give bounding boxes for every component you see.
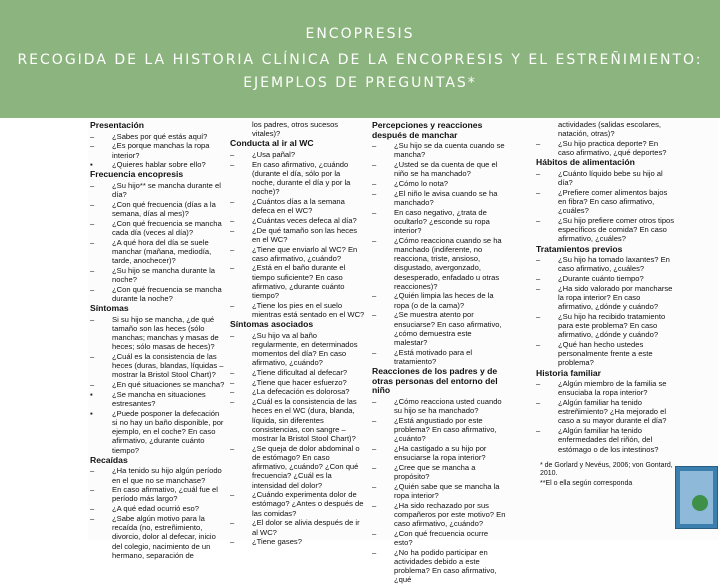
question-item: – ¿No ha podido participar en actividades debido a este problema? En caso afirmativo, ¿qué xyxy=(372,548,507,585)
question-item: – ¿Se muestra atento por ensuciarse? En caso afirmativo, ¿cómo demuestra este malestar? xyxy=(372,310,507,347)
question-item: – ¿Tiene gases? xyxy=(230,537,365,546)
question-item: – ¿Con qué frecuencia (días a la semana, días al mes)? xyxy=(90,200,225,218)
question-item: – ¿Cuándo experimenta dolor de estómago? ¿Antes o después de las comidas? xyxy=(230,490,365,518)
question-item: – ¿La defecación es dolorosa? xyxy=(230,387,365,396)
question-item: – ¿Algún miembro de la familia se ensuciaba la ropa interior? xyxy=(536,379,676,397)
question-item: – ¿Su hijo practica deporte? En caso afirmativo, ¿qué deportes? xyxy=(536,139,676,157)
question-item: – ¿Su hijo se da cuenta cuando se mancha? xyxy=(372,141,507,159)
question-item: – ¿A qué hora del día se suele manchar (mañana, mediodía, tarde, anochecer)? xyxy=(90,238,225,266)
question-item: – ¿De qué tamaño son las heces en el WC? xyxy=(230,226,365,244)
question-item: ▪ ¿Puede posponer la defecación si no hay un baño disponible, por ejemplo, en el coche? En caso afirmativo, ¿durante cuánto tiempo? xyxy=(90,409,225,455)
question-item: – Si su hijo se mancha, ¿de qué tamaño son las heces (sólo manchas; manchas y masas de heces; sólo masas de heces)? xyxy=(90,315,225,352)
question-item: – ¿Con qué frecuencia se mancha cada día (veces al día)? xyxy=(90,219,225,237)
question-item: – ¿Sabe algún motivo para la recaída (no, estreñimiento, divorcio, dolor al defecar, inicio del colegio, nacimiento de un hermano, separación de xyxy=(90,514,225,560)
question-item: – ¿Cómo reacciona cuando se ha manchado (indiferente, no reacciona, triste, ansioso, disgustado, avergonzado, desesperado, enfadado u otras reacciones)? xyxy=(372,236,507,291)
question-item: – ¿Usa pañal? xyxy=(230,150,365,159)
question-item: – ¿Tiene dificultad al defecar? xyxy=(230,368,365,377)
questionnaire-sheet xyxy=(88,120,718,585)
section-heading: Síntomas xyxy=(90,303,129,314)
question-item: – En caso afirmativo, ¿cuándo (durante el día, sólo por la noche, durante el día y por la noche)? xyxy=(230,160,365,197)
question-item: – ¿Quién sabe que se mancha la ropa interior? xyxy=(372,482,507,500)
question-item: – ¿Usted se da cuenta de que el niño se ha manchado? xyxy=(372,160,507,178)
question-item: – ¿Cuál es la consistencia de las heces en el WC (dura, blanda, líquida, sin diferentes consistencias, con sangre – mostrar la Bristol Stool Chart)? xyxy=(230,397,365,443)
question-item: – ¿Su hijo ha tomado laxantes? En caso afirmativo, ¿cuáles? xyxy=(536,255,676,273)
section-heading: Hábitos de alimentación xyxy=(536,157,635,168)
column-2 xyxy=(230,120,365,547)
question-item: – ¿Cuánto líquido bebe su hijo al día? xyxy=(536,169,676,187)
column-1 xyxy=(90,120,225,560)
question-item: ▪ ¿Se mancha en situaciones estresantes? xyxy=(90,390,225,408)
question-item: – En caso afirmativo, ¿cuál fue el período más largo? xyxy=(90,485,225,503)
column-3 xyxy=(372,120,507,585)
question-continuation: actividades (salidas escolares, natación, otras)? xyxy=(558,120,661,139)
question-item: – ¿El niño le avisa cuando se ha manchado? xyxy=(372,189,507,207)
question-item: – ¿Ha sido rechazado por sus compañeros por este motivo? En caso afirmativo, ¿cuándo? xyxy=(372,501,507,529)
question-item: – ¿Algún familiar ha tenido estreñimiento? ¿Ha mejorado el caso a su mayor durante el día? xyxy=(536,398,676,426)
question-item: – ¿Cuál es la consistencia de las heces (duras, blandas, líquidas – mostrar la Bristol Stool Chart)? xyxy=(90,352,225,380)
section-heading: Frecuencia encopresis xyxy=(90,169,184,180)
question-item: – ¿Su hijo ha recibido tratamiento para este problema? En caso afirmativo, ¿dónde y cuándo? xyxy=(536,312,676,340)
question-item: – ¿Está en el baño durante el tiempo suficiente? En caso afirmativo, ¿durante cuánto tiempo? xyxy=(230,263,365,300)
book-cover-thumbnail xyxy=(675,466,718,529)
question-item: – ¿Cómo lo nota? xyxy=(372,179,507,188)
question-item: – ¿Tiene que enviarlo al WC? En caso afirmativo, ¿cuándo? xyxy=(230,245,365,263)
question-item: – ¿Durante cuánto tiempo? xyxy=(536,274,676,283)
footnote: * de Gorlard y Nevéus, 2006; von Gontard, 2010. xyxy=(540,461,673,478)
question-continuation: los padres, otros sucesos vitales)? xyxy=(252,120,339,139)
question-item: – ¿Tiene los pies en el suelo mientras está sentado en el WC? xyxy=(230,301,365,319)
question-item: – ¿Ha castigado a su hijo por ensuciarse la ropa interior? xyxy=(372,444,507,462)
question-item: – ¿Está motivado para el tratamiento? xyxy=(372,348,507,366)
footnote: **El o ella según corresponda xyxy=(540,479,633,487)
slide-subtitle: RECOGIDA DE LA HISTORIA CLÍNICA DE LA ENCOPRESIS Y EL ESTREÑIMIENTO: EJEMPLOS DE PREGUNTAS* xyxy=(17,52,703,91)
question-item: – ¿Es porque manchas la ropa interior? xyxy=(90,141,225,159)
slide-header xyxy=(0,0,720,118)
section-heading: Tratamientos previos xyxy=(536,243,623,254)
question-item: – ¿Algún familiar ha tenido enfermedades del riñón, del estómago o de los intestinos? xyxy=(536,426,676,454)
question-item: – ¿A qué edad ocurrió eso? xyxy=(90,504,225,513)
section-heading: Recaídas xyxy=(90,454,128,465)
question-item: – En caso negativo, ¿trata de ocultarlo? ¿esconde su ropa interior? xyxy=(372,208,507,236)
column-4 xyxy=(536,120,676,488)
question-item: – ¿Cree que se mancha a propósito? xyxy=(372,463,507,481)
tree-icon xyxy=(692,495,708,511)
question-item: – ¿Quién limpia las heces de la ropa (o de la cama)? xyxy=(372,291,507,309)
question-item: – ¿Se queja de dolor abdominal o de estómago? En caso afirmativo, ¿cuándo? ¿Con qué frecuencia? ¿Cuál es la intensidad del dolor? xyxy=(230,444,365,490)
question-item: – ¿Qué han hecho ustedes personalmente frente a este problema? xyxy=(536,340,676,368)
question-item: – ¿Cuántos días a la semana defeca en el WC? xyxy=(230,197,365,215)
question-item: – ¿Está angustiado por este problema? En caso afirmativo, ¿cuánto? xyxy=(372,416,507,444)
section-heading: Reacciones de los padres y de otras personas del entorno del niño xyxy=(372,366,498,396)
book-cover-image xyxy=(680,471,713,524)
section-heading: Síntomas asociados xyxy=(230,319,314,330)
slide-title: ENCOPRESIS xyxy=(305,26,415,42)
question-item: – ¿Con qué frecuencia se mancha durante la noche? xyxy=(90,285,225,303)
question-item: – ¿Cómo reacciona usted cuando su hijo se ha manchado? xyxy=(372,397,507,415)
question-item: – ¿En qué situaciones se mancha? xyxy=(90,380,225,389)
question-item: – ¿Su hijo se mancha durante la noche? xyxy=(90,266,225,284)
question-item: – ¿Ha sido valorado por mancharse la ropa interior? En caso afirmativo, ¿dónde y cuándo? xyxy=(536,284,676,312)
question-item: ▪ ¿Quieres hablar sobre ello? xyxy=(90,160,225,169)
question-item: – ¿Sabes por qué estás aquí? xyxy=(90,132,225,141)
question-item: – ¿Prefiere comer alimentos bajos en fibra? En caso afirmativo, ¿cuáles? xyxy=(536,188,676,216)
question-item: – ¿Cuántas veces defeca al día? xyxy=(230,216,365,225)
question-item: – ¿Con qué frecuencia ocurre esto? xyxy=(372,529,507,547)
question-item: – ¿El dolor se alivia después de ir al WC? xyxy=(230,518,365,536)
question-item: – ¿Ha tenido su hijo algún período en el que no se manchase? xyxy=(90,466,225,484)
question-item: – ¿Su hijo va al baño regularmente, en determinados momentos del día? En caso afirmativo, ¿cuándo? xyxy=(230,331,365,368)
question-item: – ¿Tiene que hacer esfuerzo? xyxy=(230,378,365,387)
question-item: – ¿Su hijo prefiere comer otros tipos específicos de comida? En caso afirmativo, ¿cuáles? xyxy=(536,216,676,244)
section-heading: Historia familiar xyxy=(536,367,601,378)
section-heading: Conducta al ir al WC xyxy=(230,138,314,149)
section-heading: Presentación xyxy=(90,120,144,130)
section-heading: Percepciones y reacciones después de manchar xyxy=(372,120,483,140)
question-item: – ¿Su hijo** se mancha durante el día? xyxy=(90,181,225,199)
